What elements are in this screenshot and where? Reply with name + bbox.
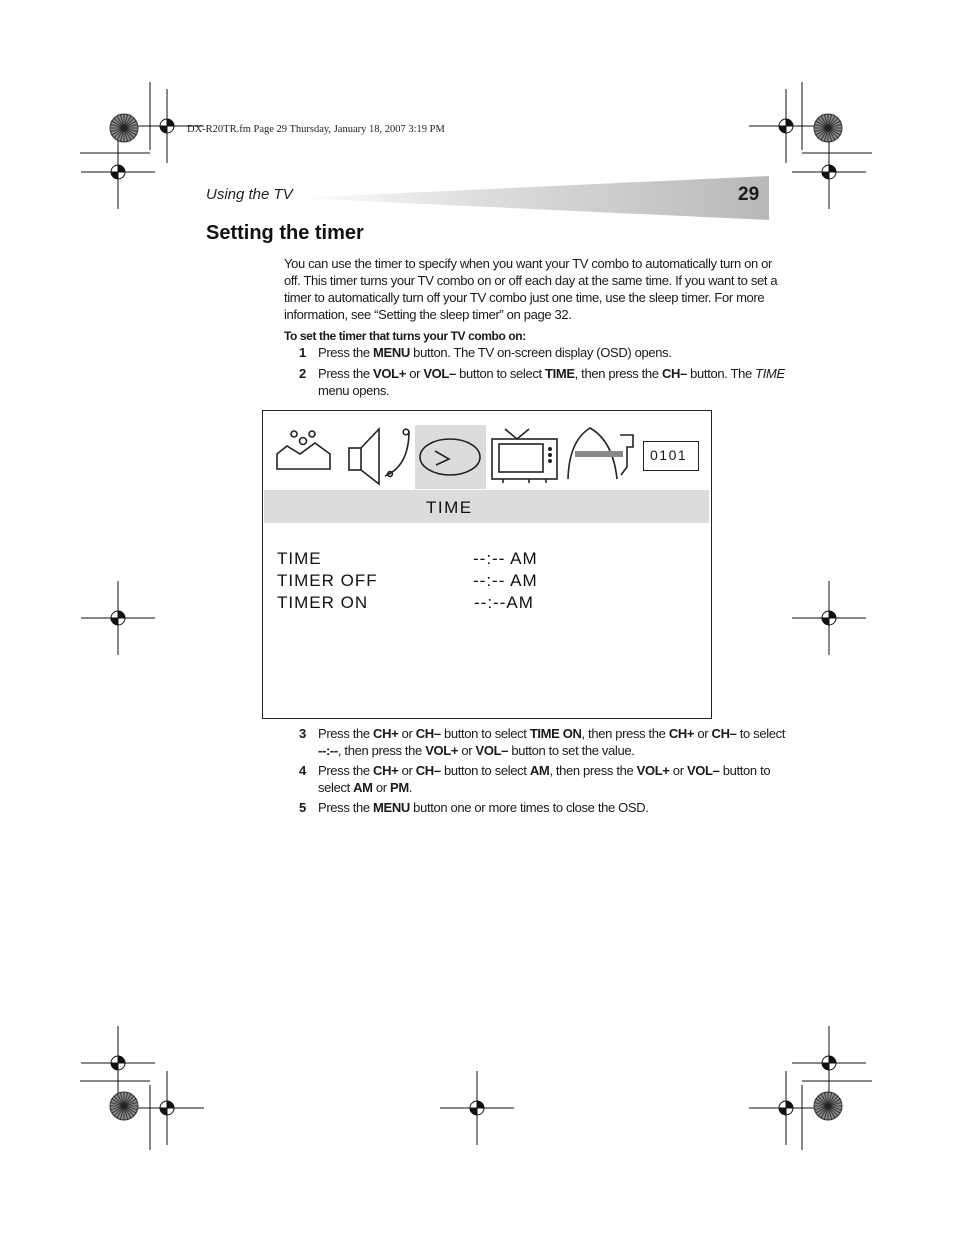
color-target-mark [110,1092,138,1120]
parental-lock-icon [568,428,633,479]
step-text: Press the CH+ or CH– button to select TIME ON, then press the CH+ or CH– to select --:--, then press the VOL+ or VOL– button to set the value. [318,726,786,758]
step-text: Press the CH+ or CH– button to select AM, then press the VOL+ or VOL– button to select AM or PM. [318,763,771,795]
step-number: 3 [299,726,306,741]
print-info-line: DX-R20TR.fm Page 29 Thursday, January 18, 2007 3:19 PM [187,124,445,135]
osd-row-label: TIMER OFF [277,571,378,590]
page-number: 29 [738,184,760,205]
intro-paragraph: You can use the timer to specify when you want your TV combo to automatically turn on or off. This timer turns your TV combo on or off each day at the same time. If you want to set a timer to automatically turn off your TV combo just one time, use the sleep timer. For more information, see “Setting the sleep timer” on page 32. [284,256,778,322]
color-target-mark [814,114,842,142]
color-target-mark [110,114,138,142]
registration-mark [792,1026,866,1100]
section-label: Using the TV [206,186,293,203]
step-text: Press the VOL+ or VOL– button to select TIME, then press the CH– button. The TIME menu opens. [318,366,785,398]
registration-mark [792,581,866,655]
osd-row-value: --:-- AM [473,571,538,590]
picture-icon [277,431,330,469]
step-text: Press the MENU button. The TV on-screen display (OSD) opens. [318,345,672,360]
clock-icon [420,439,480,475]
step-number: 1 [299,345,306,360]
color-target-mark [814,1092,842,1120]
osd-menu-title: TIME [426,498,473,517]
step-number: 2 [299,366,306,381]
registration-mark [81,135,155,209]
sound-icon [349,429,409,484]
step-text: Press the MENU button one or more times to close the OSD. [318,800,649,815]
osd-time-menu-illustration [262,410,712,719]
registration-mark [130,1071,204,1145]
tv-icon [492,429,557,483]
registration-mark [81,1026,155,1100]
registration-mark [440,1071,514,1145]
registration-mark [792,135,866,209]
step-number: 4 [299,763,306,778]
osd-title-band [264,490,709,523]
osd-row-label: TIME [277,549,322,568]
registration-mark [749,1071,823,1145]
registration-mark [81,581,155,655]
page-title: Setting the timer [206,222,364,244]
osd-row-label: TIMER ON [277,593,369,612]
osd-row-value: --:-- AM [473,549,538,568]
step-number: 5 [299,800,306,815]
registration-mark [749,89,823,163]
procedure-heading: To set the timer that turns your TV combo on: [284,329,526,343]
osd-row-value: --:--AM [474,593,534,612]
code-icon: 0101 [643,441,699,471]
